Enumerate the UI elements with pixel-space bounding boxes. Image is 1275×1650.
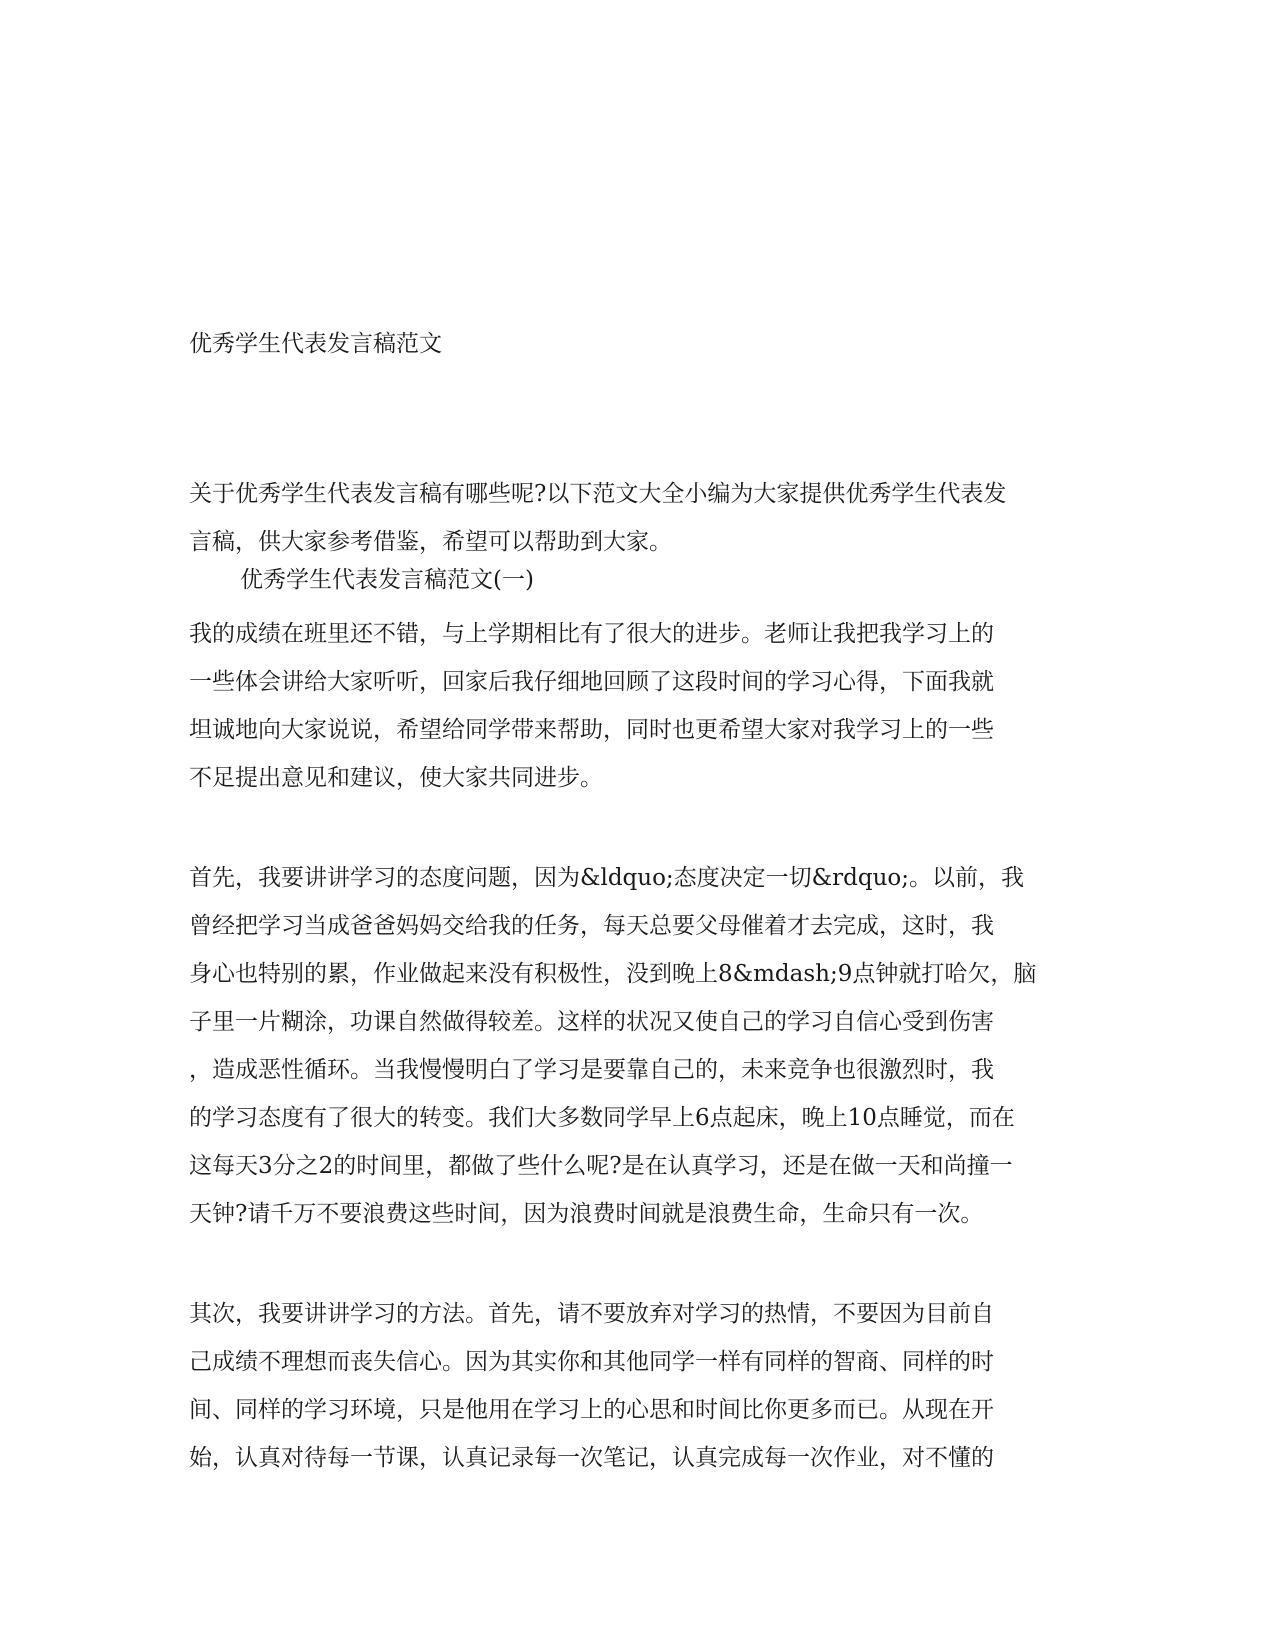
text-line: 首先，我要讲讲学习的态度问题，因为&ldquo;态度决定一切&rdquo;。以前，我 bbox=[189, 865, 1025, 891]
document-title: 优秀学生代表发言稿范文 bbox=[189, 331, 442, 357]
intro-paragraph bbox=[189, 470, 1089, 566]
text-line: 一些体会讲给大家听听，回家后我仔细地回顾了这段时间的学习心得，下面我就 bbox=[189, 669, 994, 695]
text-line: 始，认真对待每一节课，认真记录每一次笔记，认真完成每一次作业，对不懂的 bbox=[189, 1445, 994, 1471]
text-line: 的学习态度有了很大的转变。我们大多数同学早上6点起床，晚上10点睡觉，而在 bbox=[189, 1105, 1015, 1131]
text-line: 这每天3分之2的时间里，都做了些什么呢?是在认真学习，还是在做一天和尚撞一 bbox=[189, 1153, 1013, 1179]
text-line: 身心也特别的累，作业做起来没有积极性，没到晚上8&mdash;9点钟就打哈欠，脑 bbox=[189, 961, 1037, 987]
section-subheading: 优秀学生代表发言稿范文(一) bbox=[240, 567, 534, 593]
body-paragraph-1 bbox=[189, 610, 1089, 802]
text-line: 言稿，供大家参考借鉴，希望可以帮助到大家。 bbox=[189, 529, 672, 555]
body-paragraph-3 bbox=[189, 1290, 1089, 1482]
text-line: 天钟?请千万不要浪费这些时间，因为浪费时间就是浪费生命，生命只有一次。 bbox=[189, 1201, 984, 1227]
text-line: 间、同样的学习环境，只是他用在学习上的心思和时间比你更多而已。从现在开 bbox=[189, 1397, 994, 1423]
text-line: 曾经把学习当成爸爸妈妈交给我的任务，每天总要父母催着才去完成，这时，我 bbox=[189, 913, 994, 939]
body-paragraph-2 bbox=[189, 854, 1089, 1238]
text-line: 关于优秀学生代表发言稿有哪些呢?以下范文大全小编为大家提供优秀学生代表发 bbox=[189, 481, 1007, 507]
text-line: 不足提出意见和建议，使大家共同进步。 bbox=[189, 765, 603, 791]
text-line: 坦诚地向大家说说，希望给同学带来帮助，同时也更希望大家对我学习上的一些 bbox=[189, 717, 994, 743]
text-line: 其次，我要讲讲学习的方法。首先，请不要放弃对学习的热情，不要因为目前自 bbox=[189, 1301, 994, 1327]
text-line: ，造成恶性循环。当我慢慢明白了学习是要靠自己的，未来竞争也很激烈时，我 bbox=[189, 1057, 994, 1083]
text-line: 子里一片糊涂，功课自然做得较差。这样的状况又使自己的学习自信心受到伤害 bbox=[189, 1009, 994, 1035]
text-line: 我的成绩在班里还不错，与上学期相比有了很大的进步。老师让我把我学习上的 bbox=[189, 621, 994, 647]
text-line: 己成绩不理想而丧失信心。因为其实你和其他同学一样有同样的智商、同样的时 bbox=[189, 1349, 994, 1375]
